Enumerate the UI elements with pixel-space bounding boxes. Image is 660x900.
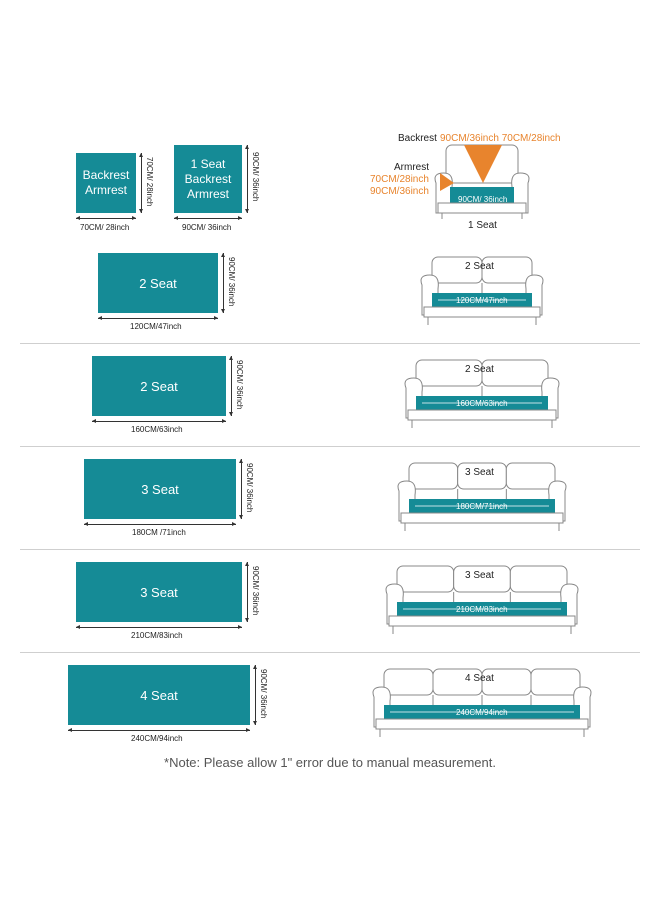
sofa-name: 1 Seat (468, 220, 497, 231)
sofa-seat-dimension: 210CM/83inch (456, 605, 508, 614)
row-divider (20, 652, 640, 653)
height-dimension-line (141, 153, 142, 213)
panel-label: 1 Seat Backrest Armrest (184, 156, 232, 201)
sofa-seat-dimension: 160CM/63inch (456, 399, 508, 408)
width-dimension-label: 70CM/ 28inch (80, 223, 130, 232)
cover-panel (84, 459, 236, 519)
width-dimension-label: 180CM /71inch (132, 528, 186, 537)
height-dimension-line (247, 562, 248, 622)
sofa-name: 4 Seat (465, 673, 494, 684)
sofa-seat-dimension: 120CM/47inch (456, 296, 508, 305)
sofa-name: 3 Seat (465, 467, 494, 478)
width-dimension-line (92, 421, 226, 422)
sofa-name: 3 Seat (465, 570, 494, 581)
measurement-note: *Note: Please allow 1" error due to manual measurement. (164, 755, 496, 770)
height-dimension-label: 90CM/ 36inch (235, 360, 244, 410)
width-dimension-line (76, 218, 136, 219)
cover-panel (92, 356, 226, 416)
height-dimension-line (231, 356, 232, 416)
sofa-name: 2 Seat (465, 261, 494, 272)
height-dimension-line (223, 253, 224, 313)
armrest-label: Armrest (394, 162, 429, 173)
panel-label: 3 Seat (141, 481, 179, 497)
cover-panel (76, 562, 242, 622)
armchair-illustration (430, 143, 534, 225)
height-dimension-label: 90CM/ 36inch (245, 463, 254, 513)
panel-label: 3 Seat (140, 584, 178, 600)
height-dimension-label: 90CM/ 36inch (227, 257, 236, 307)
width-dimension-line (98, 318, 218, 319)
panel-label: Backrest Armrest (82, 168, 130, 197)
width-dimension-label: 120CM/47inch (130, 322, 182, 331)
backrest-dimensions: 90CM/36inch 70CM/28inch (440, 133, 561, 144)
armrest-dimension-2: 90CM/36inch (370, 186, 429, 197)
backrest-label: Backrest (398, 133, 437, 144)
row-divider (20, 446, 640, 447)
backrest-armrest-panel (76, 153, 136, 213)
height-dimension-line (241, 459, 242, 519)
one-seat-backrest-armrest-panel (174, 145, 242, 213)
width-dimension-label: 160CM/63inch (131, 425, 183, 434)
sofa-seat-dimension: 180CM/71inch (456, 502, 508, 511)
width-dimension-label: 240CM/94inch (131, 734, 183, 743)
panel-label: 2 Seat (140, 378, 178, 394)
height-dimension-label: 90CM/ 36inch (251, 152, 260, 202)
width-dimension-line (76, 627, 242, 628)
seat-dimension: 90CM/ 36inch (458, 195, 508, 204)
row-divider (20, 549, 640, 550)
panel-label: 2 Seat (139, 275, 177, 291)
height-dimension-line (247, 145, 248, 213)
width-dimension-line (174, 218, 242, 219)
height-dimension-label: 90CM/ 36inch (251, 566, 260, 616)
height-dimension-label: 70CM/ 28inch (145, 157, 154, 207)
cover-panel (98, 253, 218, 313)
width-dimension-line (84, 524, 236, 525)
width-dimension-label: 90CM/ 36inch (182, 223, 232, 232)
width-dimension-label: 210CM/83inch (131, 631, 183, 640)
height-dimension-label: 90CM/ 36inch (259, 669, 268, 719)
sofa-seat-dimension: 240CM/94inch (456, 708, 508, 717)
height-dimension-line (255, 665, 256, 725)
sofa-name: 2 Seat (465, 364, 494, 375)
row-divider (20, 343, 640, 344)
panel-label: 4 Seat (140, 687, 178, 703)
width-dimension-line (68, 730, 250, 731)
armrest-dimension-1: 70CM/28inch (370, 174, 429, 185)
cover-panel (68, 665, 250, 725)
